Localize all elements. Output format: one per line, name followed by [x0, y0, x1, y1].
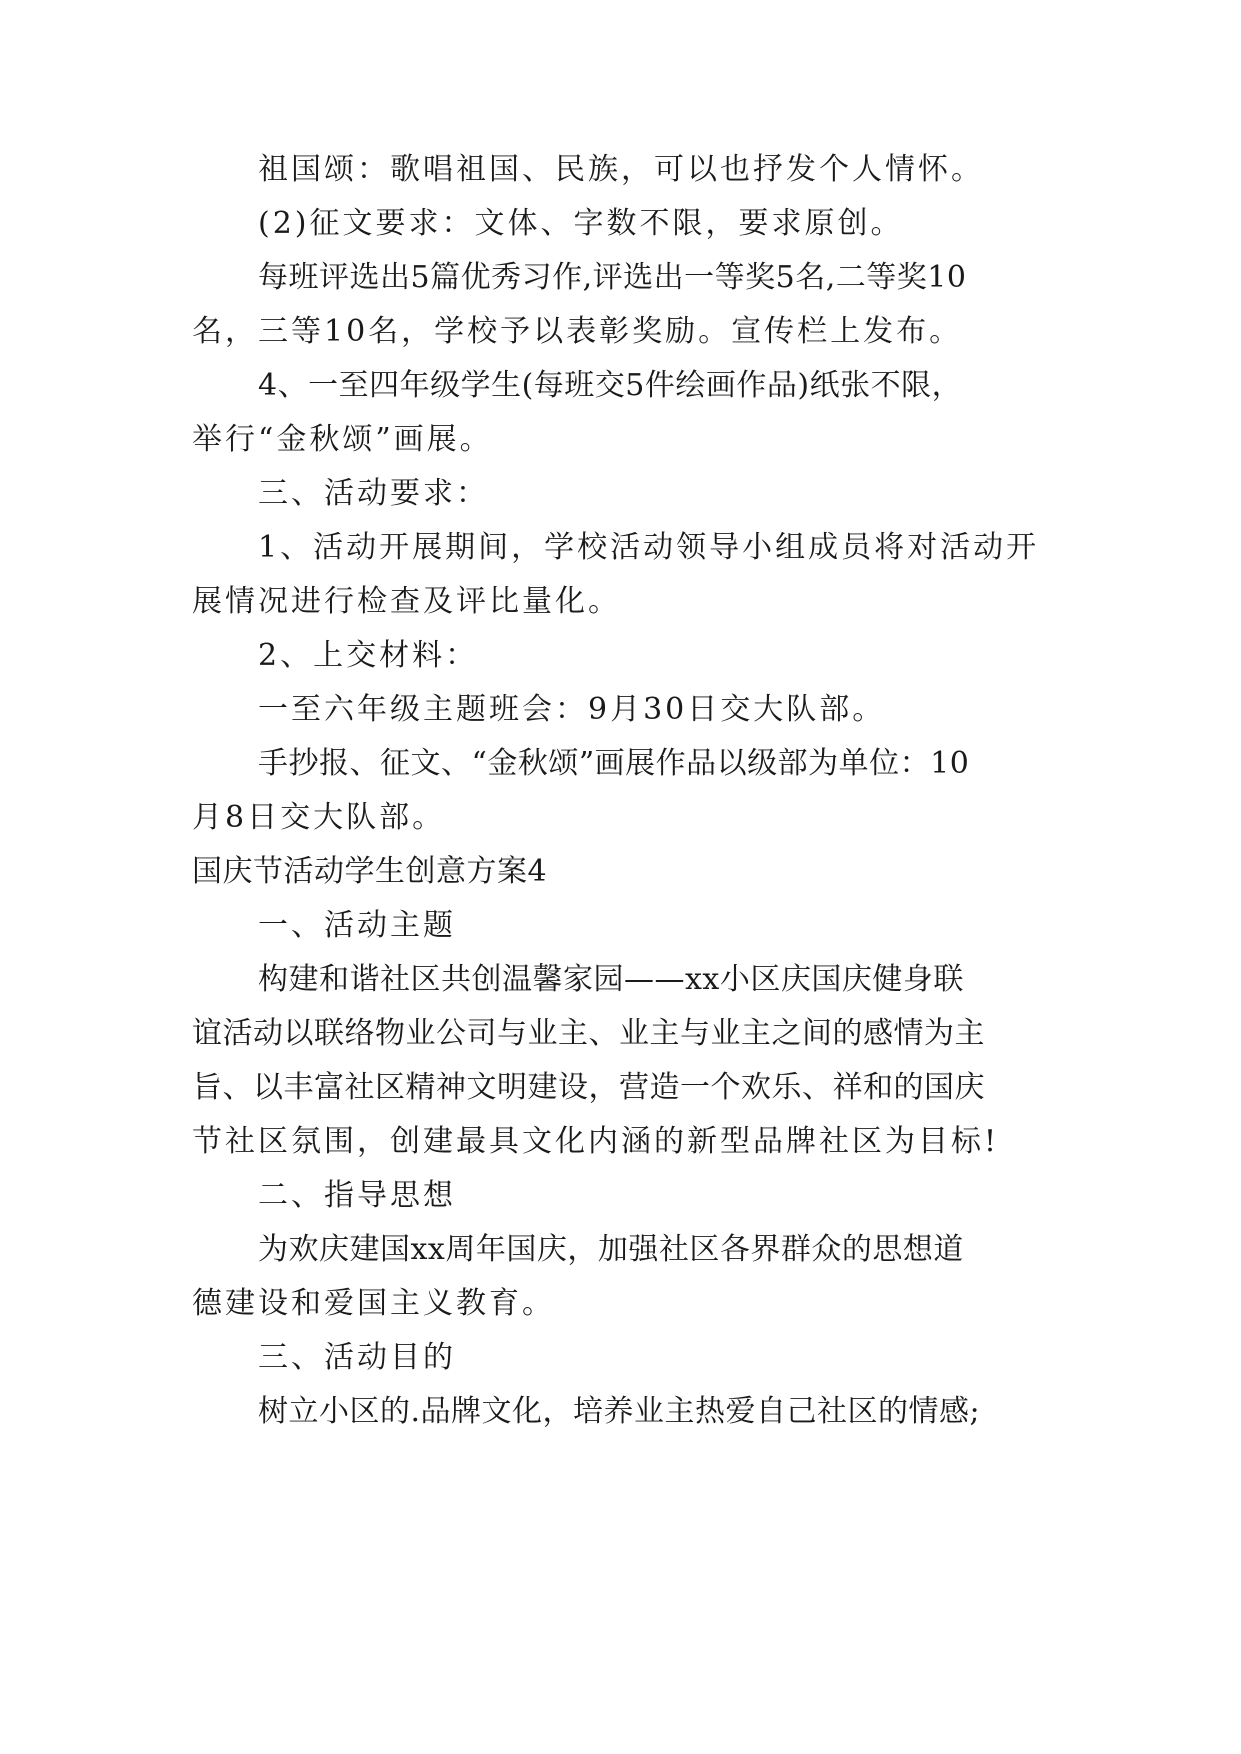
- paragraph-line: 展情况进行检查及评比量化。: [192, 584, 621, 619]
- paragraph-line: 旨、以丰富社区精神文明建设，营造一个欢乐、祥和的国庆: [192, 1070, 985, 1105]
- paragraph-line: 德建设和爱国主义教育。: [192, 1286, 555, 1321]
- paragraph-line: 谊活动以联络物业公司与业主、业主与业主之间的感情为主: [192, 1016, 985, 1051]
- paragraph-line: 名，三等10名，学校予以表彰奖励。宣传栏上发布。: [192, 314, 963, 349]
- document-subtitle: 国庆节活动学生创意方案4: [192, 854, 548, 889]
- paragraph-line: 一至六年级主题班会：9月30日交大队部。: [258, 692, 886, 727]
- paragraph-line: 树立小区的.品牌文化，培养业主热爱自己社区的情感;: [258, 1394, 981, 1429]
- paragraph-line: 祖国颂：歌唱祖国、民族，可以也抒发个人情怀。: [258, 152, 984, 187]
- paragraph-line: 每班评选出5篇优秀习作,评选出一等奖5名,二等奖10: [258, 260, 967, 295]
- paragraph-line: 节社区氛围，创建最具文化内涵的新型品牌社区为目标!: [192, 1124, 1000, 1159]
- paragraph-line: 1、活动开展期间，学校活动领导小组成员将对活动开: [258, 530, 1040, 565]
- paragraph-line: 4、一至四年级学生(每班交5件绘画作品)纸张不限，: [258, 368, 963, 403]
- paragraph-line: (2)征文要求：文体、字数不限，要求原创。: [258, 206, 904, 241]
- paragraph-line: 2、上交材料：: [258, 638, 479, 673]
- section-heading: 一、活动主题: [258, 908, 456, 943]
- paragraph-line: 为欢庆建国xx周年国庆，加强社区各界群众的思想道: [258, 1232, 964, 1267]
- paragraph-line: 构建和谐社区共创温馨家园——xx小区庆国庆健身联: [258, 962, 964, 997]
- section-heading: 三、活动要求：: [258, 476, 489, 511]
- section-heading: 二、指导思想: [258, 1178, 456, 1213]
- paragraph-line: 举行“金秋颂”画展。: [192, 422, 493, 457]
- section-heading: 三、活动目的: [258, 1340, 456, 1375]
- paragraph-line: 手抄报、征文、“金秋颂”画展作品以级部为单位：10: [258, 746, 970, 781]
- paragraph-line: 月8日交大队部。: [192, 800, 446, 835]
